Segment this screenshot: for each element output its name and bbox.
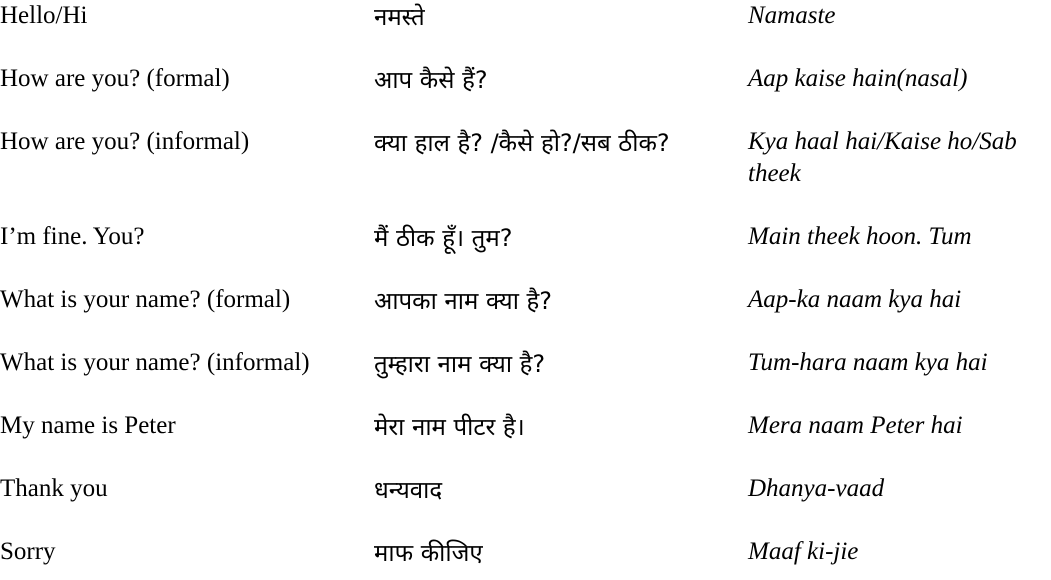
hindi-phrase: आपका नाम क्या है? [374, 287, 553, 315]
transliteration: Aap-ka naam kya hai [748, 286, 962, 313]
phrase-row-name-formal [0, 284, 1051, 347]
english-phrase: I’m fine. You? [0, 223, 145, 250]
english-phrase: Sorry [0, 538, 56, 565]
hindi-phrase: मैं ठीक हूँ। तुम? [374, 224, 513, 252]
phrase-row-name-informal [0, 347, 1051, 410]
hindi-phrase: आप कैसे हैं? [374, 66, 488, 94]
hindi-phrase: धन्यवाद [374, 476, 443, 504]
transliteration: Namaste [748, 2, 836, 29]
english-phrase: What is your name? (formal) [0, 286, 291, 313]
phrase-row-im-fine [0, 221, 1051, 284]
transliteration: Mera naam Peter hai [748, 412, 963, 439]
transliteration: Maaf ki-jie [748, 538, 859, 565]
hindi-phrase: नमस्ते [374, 3, 425, 31]
transliteration: Main theek hoon. Tum [748, 223, 972, 250]
hindi-phrase: मेरा नाम पीटर है। [374, 413, 525, 441]
phrase-row-how-are-you-formal [0, 63, 1051, 126]
english-phrase: How are you? (informal) [0, 128, 250, 155]
hindi-phrase: तुम्हारा नाम क्या है? [374, 350, 546, 378]
hindi-phrase: क्या हाल है? /कैसे हो?/सब ठीक? [374, 129, 670, 157]
english-phrase: What is your name? (informal) [0, 349, 310, 376]
english-phrase: Hello/Hi [0, 2, 88, 29]
transliteration: Aap kaise hain(nasal) [748, 65, 968, 92]
english-phrase: Thank you [0, 475, 108, 502]
english-phrase: My name is Peter [0, 412, 176, 439]
transliteration: Kya haal hai/Kaise ho/Sab theek [748, 128, 1017, 187]
phrase-row-thank-you [0, 473, 1051, 536]
transliteration: Dhanya-vaad [748, 475, 885, 502]
phrase-row-hello [0, 0, 1051, 63]
hindi-phrase: माफ कीजिए [374, 539, 483, 567]
phrase-row-sorry [0, 536, 1051, 580]
phrase-row-my-name [0, 410, 1051, 473]
phrase-row-how-are-you-informal [0, 126, 1051, 189]
english-phrase: How are you? (formal) [0, 65, 230, 92]
transliteration: Tum-hara naam kya hai [748, 349, 988, 376]
